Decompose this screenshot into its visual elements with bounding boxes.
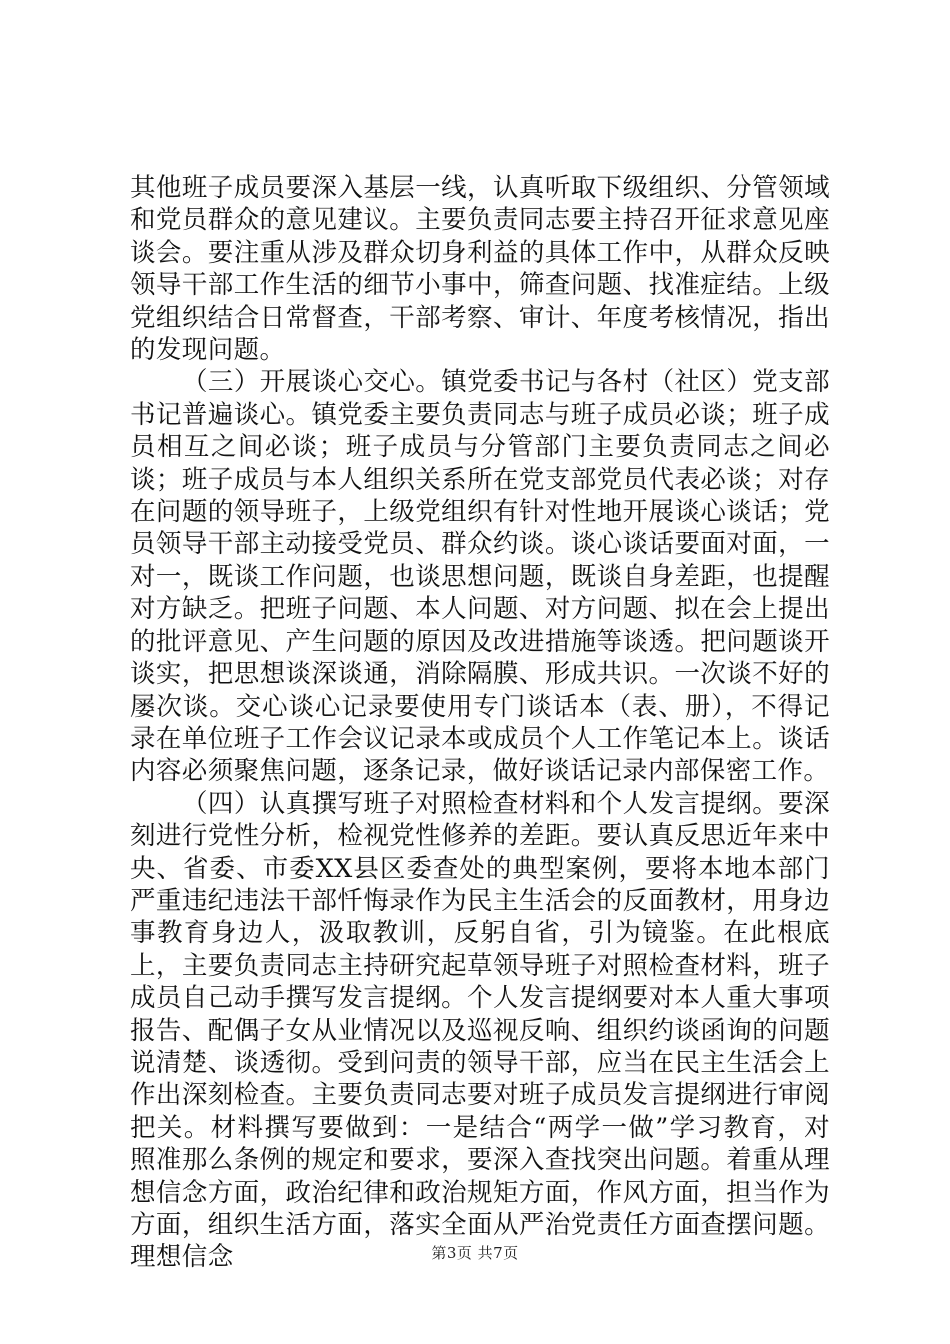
document-body: [130, 172, 830, 1274]
page-footer: 第3页 共7页: [431, 1244, 519, 1262]
paragraph-2: （三）开展谈心交心。镇党委书记与各村（社区）党支部书记普遍谈心。镇党委主要负责同志与班子成员必谈；班子成员相互之间必谈；班子成员与分管部门主要负责同志之间必谈；班子成员与本人组织关系所在党支部党员代表必谈；对存在问题的领导班子，上级党组织有针对性地开展谈心谈话；党员领导干部主动接受党员、群众约谈。谈心谈话要面对面，一对一，既谈工作问题，也谈思想问题，既谈自身差距，也提醒对方缺乏。把班子问题、本人问题、对方问题、拟在会上提出的批评意见、产生问题的原因及改进措施等谈透。把问题谈开谈实，把思想谈深谈通，消除隔膜、形成共识。一次谈不好的屡次谈。交心谈心记录要使用专门谈话本（表、册），不得记录在单位班子工作会议记录本或成员个人工作笔记本上。谈话内容必须聚焦问题，逐条记录，做好谈话记录内部保密工作。: [130, 367, 830, 787]
paragraph-3: （四）认真撰写班子对照检查材料和个人发言提纲。要深刻进行党性分析，检视党性修养的差距。要认真反思近年来中央、省委、市委XX县区委查处的典型案例，要将本地本部门严重违纪违法干部忏悔录作为民主生活会的反面教材，用身边事教育身边人，汲取教训，反躬自省，引为镜鉴。在此根底上，主要负责同志主持研究起草领导班子对照检查材料，班子成员自己动手撰写发言提纲。个人发言提纲要对本人重大事项报告、配偶子女从业情况以及巡视反响、组织约谈函询的问题说清楚、谈透彻。受到问责的领导干部，应当在民主生活会上作出深刻检查。主要负责同志要对班子成员发言提纲进行审阅把关。材料撰写要做到：一是结合“两学一做”学习教育，对照准那么条例的规定和要求，要深入查找突出问题。着重从理想信念方面，政治纪律和政治规矩方面，作风方面，担当作为方面，组织生活方面，落实全面从严治党责任方面查摆问题。理想信念: [130, 788, 830, 1273]
paragraph-1: 其他班子成员要深入基层一线，认真听取下级组织、分管领域和党员群众的意见建议。主要负责同志要主持召开征求意见座谈会。要注重从涉及群众切身利益的具体工作中，从群众反映领导干部工作生活的细节小事中，筛查问题、找准症结。上级党组织结合日常督查，干部考察、审计、年度考核情况，指出的发现问题。: [130, 173, 830, 366]
